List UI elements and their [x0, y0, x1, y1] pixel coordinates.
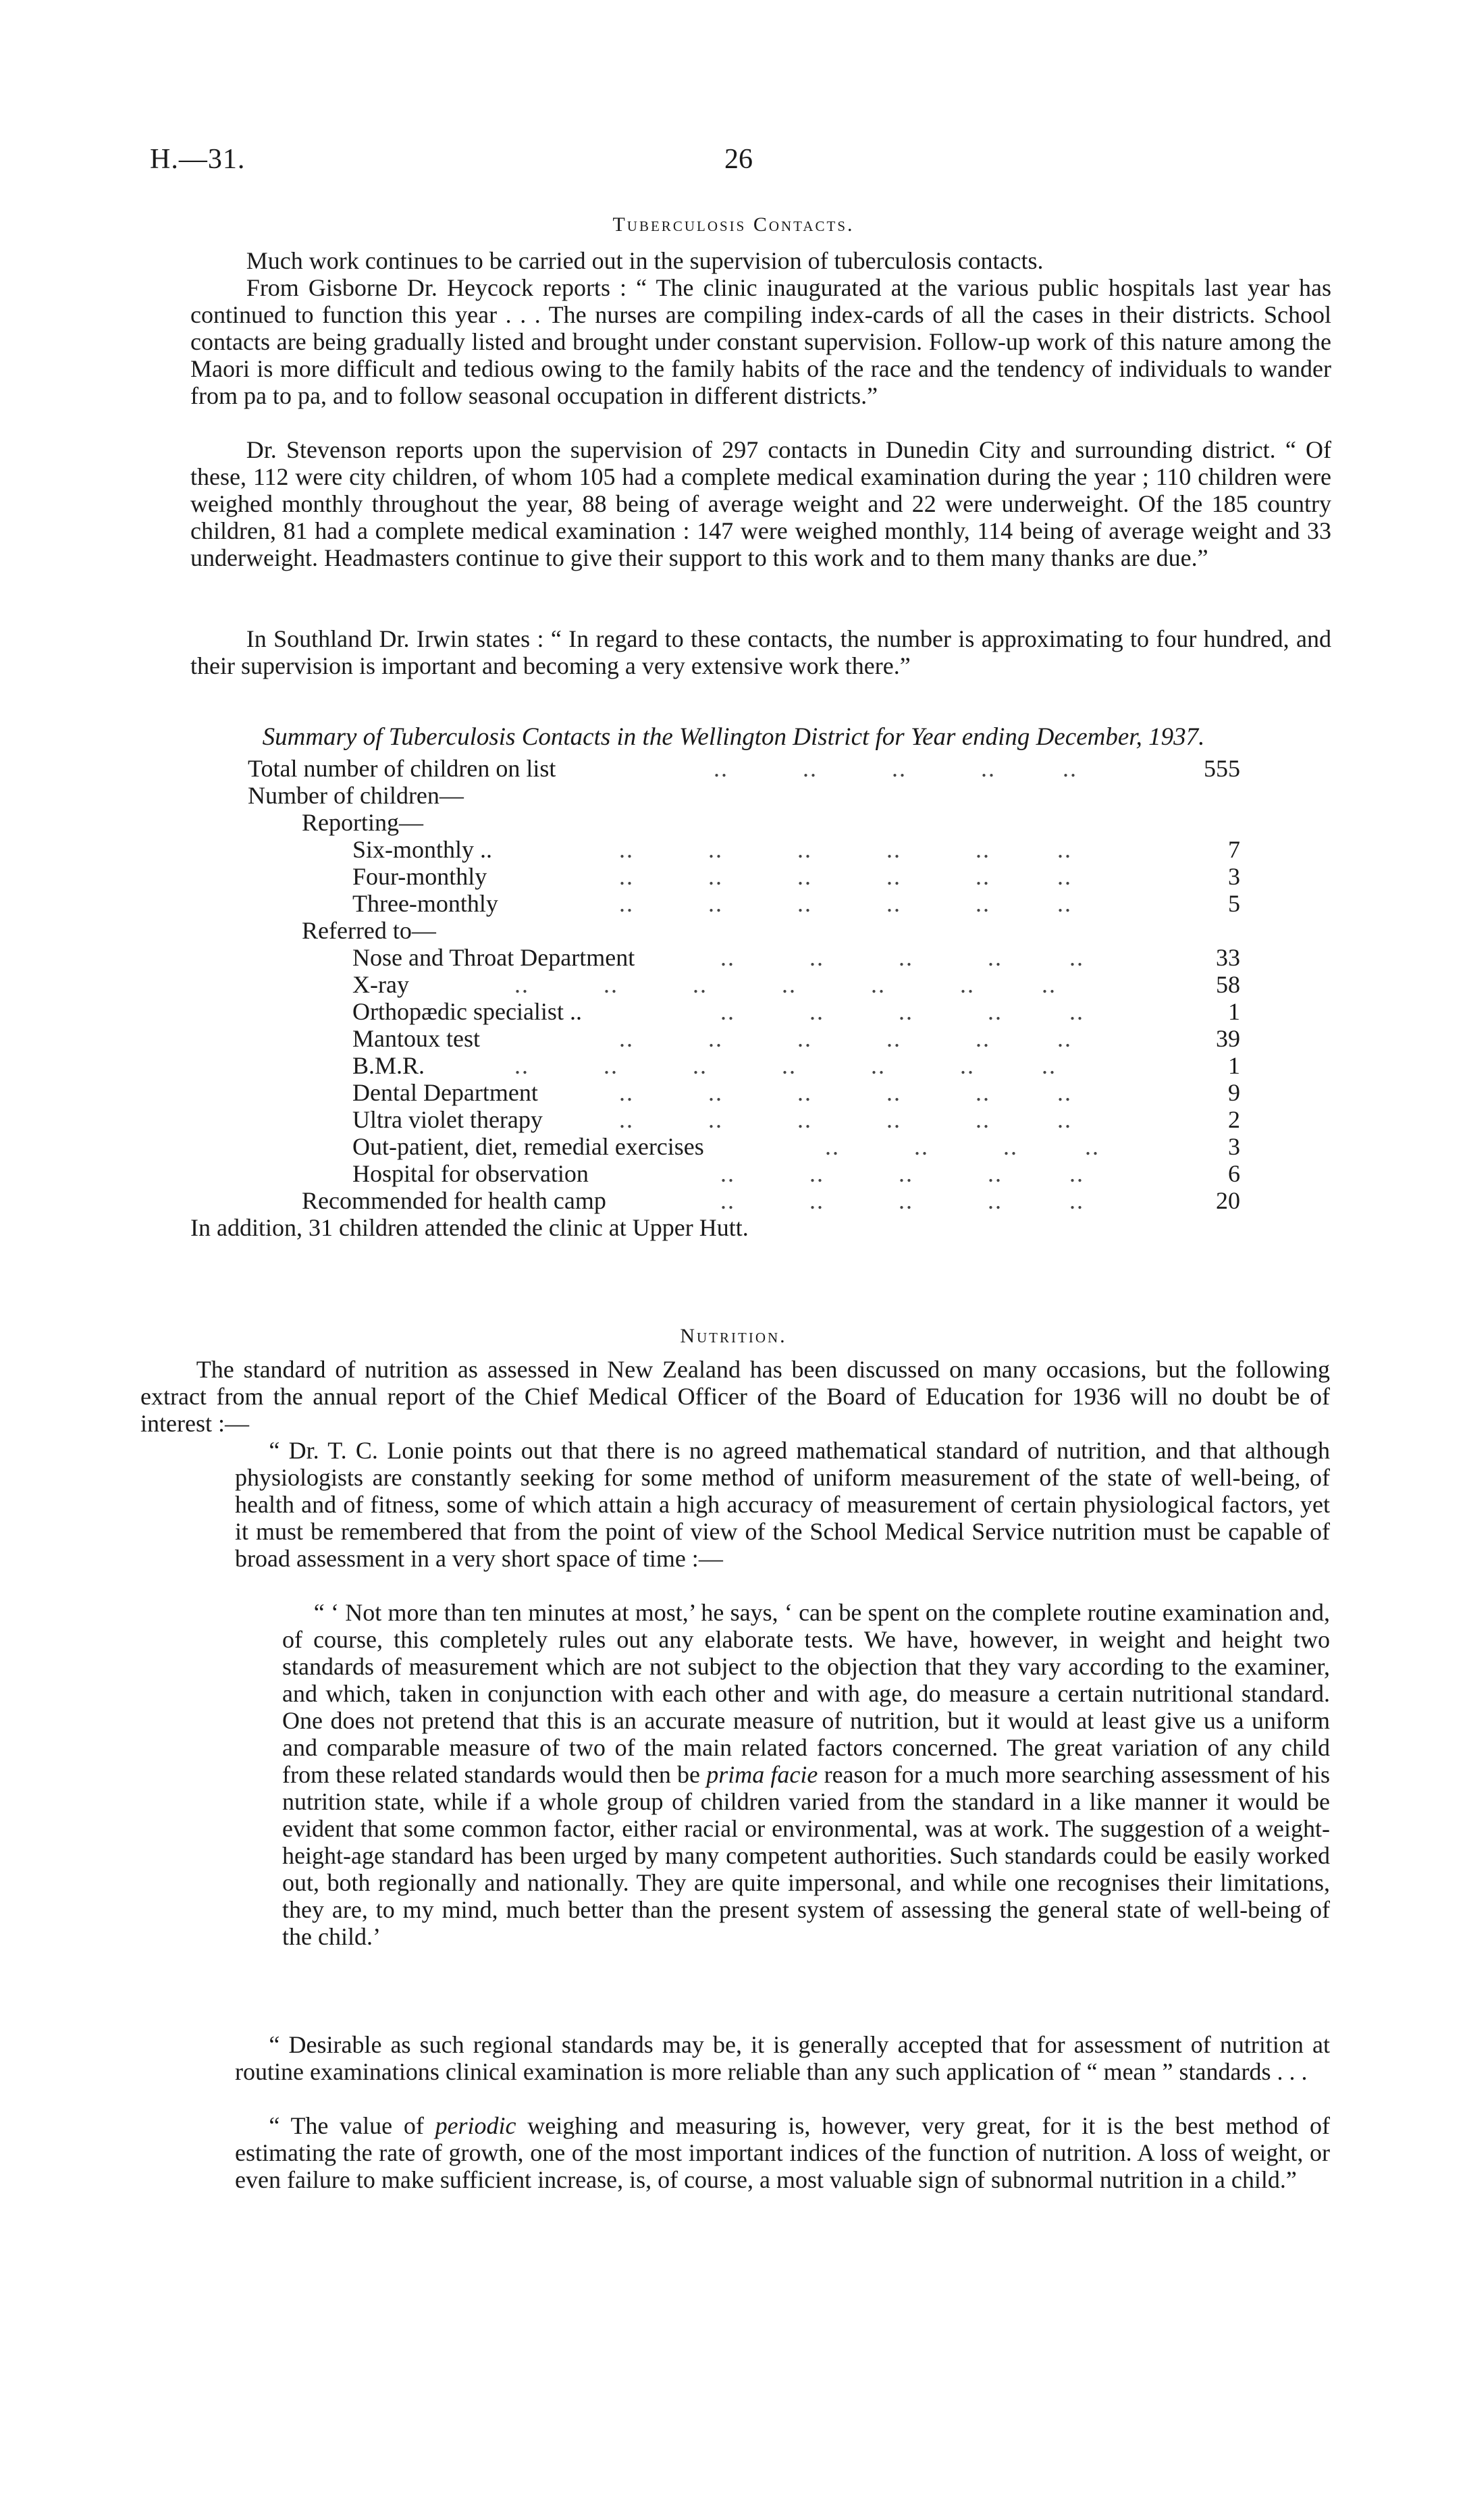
- table-row: [302, 1187, 1240, 1214]
- row-label: Six-monthly ..: [352, 836, 493, 863]
- row-value: 3: [1228, 863, 1240, 890]
- leader-dots: .. .. .. .. .. .. ..: [514, 1052, 1057, 1079]
- leader-dots: .. .. .. .. .. ..: [619, 863, 1072, 890]
- table-row: [352, 1025, 1240, 1052]
- table-row: [248, 782, 1240, 809]
- quote-text: “ ‘ Not more than ten minutes at most,’ he says, ‘ can be spent on the complete routine examination and, of course, this completely rules out any elaborate tests. We have, however, in weight and height two standards of measurement which are not subject to the objection that they vary according to the examiner, and which, taken in conjunction with each other and with age, do measure a certain nutritional standard. One does not pretend that this is an accurate measure of nutrition, but it would at least give us a uniform and comparable measure of two of the main related factors concerned. The great variation of any child from these related standards would then be: [282, 1599, 1330, 1788]
- table-row: [352, 863, 1240, 890]
- leader-dots: .. .. .. .. .. .. ..: [514, 971, 1057, 998]
- table-row: [352, 971, 1240, 998]
- table-row: [352, 1106, 1240, 1133]
- quote-ten-minutes: [282, 1599, 1330, 1950]
- row-value: 1: [1228, 1052, 1240, 1079]
- row-label: Recommended for health camp: [302, 1187, 606, 1214]
- table-row: [352, 1133, 1240, 1160]
- row-value: 6: [1228, 1160, 1240, 1187]
- row-label: Hospital for observation: [352, 1160, 589, 1187]
- quote-regional-standards: “ Desirable as such regional standards may be, it is generally accepted that for assessment of nutrition at routine examinations clinical examination is more reliable than any such application of “ mean ” standards . . .: [235, 2031, 1330, 2085]
- table-row: [352, 890, 1240, 917]
- quote-italic-term: prima facie: [706, 1761, 818, 1788]
- table-row: [302, 917, 1240, 944]
- leader-dots: .. .. .. .. ..: [720, 944, 1084, 971]
- leader-dots: .. .. .. .. .. ..: [619, 1025, 1072, 1052]
- row-value: 555: [1204, 755, 1240, 782]
- document-reference: H.—31.: [150, 144, 246, 175]
- row-label: Four-monthly: [352, 863, 487, 890]
- paragraph-southland: In Southland Dr. Irwin states : “ In regard to these contacts, the number is approximating to four hundred, and their supervision is important and becoming a very extensive work there.”: [190, 625, 1331, 679]
- table-row: [352, 1052, 1240, 1079]
- table-row: [352, 944, 1240, 971]
- leader-dots: .. .. .. ..: [825, 1133, 1100, 1160]
- paragraph-dunedin: Dr. Stevenson reports upon the supervision of 297 contacts in Dunedin City and surrounding district. “ Of these, 112 were city children, of whom 105 had a complete medical examination during the year ; 110 children were weighed monthly throughout the year, 88 being of average weight and 22 were underweight. Of the 185 country children, 81 had a complete medical examination : 147 were weighed monthly, 114 being of average weight and 33 underweight. Headmasters continue to give their support to this work and to them many thanks are due.”: [190, 436, 1331, 571]
- row-value: 20: [1216, 1187, 1240, 1214]
- row-value: 7: [1228, 836, 1240, 863]
- leader-dots: .. .. .. .. ..: [720, 1187, 1084, 1214]
- table-row: [352, 836, 1240, 863]
- leader-dots: .. .. .. .. ..: [720, 1160, 1084, 1187]
- page-number: 26: [724, 144, 753, 175]
- section-heading-tuberculosis: Tuberculosis Contacts.: [612, 213, 855, 236]
- table-row: [352, 998, 1240, 1025]
- quote-text: weighing and measuring is, however, very great, for it is the best method of estimating the rate of growth, one of the most important indices of the function of nutrition. A loss of weight, or even failure to make sufficient increase, is, of course, a most valuable sign of subnormal nutrition in a child.”: [235, 2112, 1331, 2193]
- paragraph-intro: Much work continues to be carried out in the supervision of tuberculosis contacts.: [246, 247, 1044, 274]
- table-row: [352, 1079, 1240, 1106]
- table-row: [302, 809, 1240, 836]
- row-value: 39: [1216, 1025, 1240, 1052]
- row-value: 58: [1216, 971, 1240, 998]
- row-label: Dental Department: [352, 1079, 538, 1106]
- paragraph-nutrition-intro: The standard of nutrition as assessed in New Zealand has been discussed on many occasions, but the following extract from the annual report of the Chief Medical Officer of the Board of Education for 1936 will no doubt be of interest :—: [140, 1356, 1330, 1437]
- row-label: Ultra violet therapy: [352, 1106, 543, 1133]
- row-value: 33: [1216, 944, 1240, 971]
- row-label: B.M.R.: [352, 1052, 425, 1079]
- leader-dots: .. .. .. .. .. ..: [619, 890, 1072, 917]
- quote-text: “ The value of: [269, 2112, 424, 2139]
- leader-dots: .. .. .. .. .. ..: [619, 1079, 1072, 1106]
- row-label: Three-monthly: [352, 890, 498, 917]
- row-value: 2: [1228, 1106, 1240, 1133]
- section-heading-nutrition: Nutrition.: [680, 1325, 787, 1347]
- paragraph-gisborne: From Gisborne Dr. Heycock reports : “ The clinic inaugurated at the various public hospitals last year has continued to function this year . . . The nurses are compiling index-cards of all the cases in their districts. School contacts are being gradually listed and brought under constant supervision. Follow-up work of this nature among the Maori is more difficult and tedious owing to the family habits of the race and the tendency of individuals to wander from pa to pa, and to follow seasonal occupation in different districts.”: [190, 274, 1331, 409]
- row-label: Nose and Throat Department: [352, 944, 635, 971]
- row-value: 5: [1228, 890, 1240, 917]
- row-value: 3: [1228, 1133, 1240, 1160]
- summary-note: In addition, 31 children attended the clinic at Upper Hutt.: [190, 1214, 749, 1241]
- summary-caption: Summary of Tuberculosis Contacts in the Wellington District for Year ending December, 1937.: [262, 723, 1205, 751]
- row-label: Out-patient, diet, remedial exercises: [352, 1133, 704, 1160]
- row-value: 9: [1228, 1079, 1240, 1106]
- leader-dots: .. .. .. .. .. ..: [619, 1106, 1072, 1133]
- row-label: X-ray: [352, 971, 409, 998]
- leader-dots: .. .. .. .. ..: [714, 755, 1077, 782]
- leader-dots: .. .. .. .. ..: [720, 998, 1084, 1025]
- quote-lonie: “ Dr. T. C. Lonie points out that there is no agreed mathematical standard of nutrition, and that although physiologists are constantly seeking for some method of uniform measurement of the state of well-being, of health and of fitness, some of which attain a high accuracy of measurement of certain physiological factors, yet it must be remembered that from the point of view of the School Medical Service nutrition must be capable of broad assessment in a very short space of time :—: [235, 1437, 1330, 1572]
- table-row: [352, 1160, 1240, 1187]
- row-label: Reporting—: [302, 809, 423, 836]
- row-label: Orthopædic specialist ..: [352, 998, 582, 1025]
- quote-text: reason for a much more searching assessment of his nutrition state, while if a whole group of children varied from the standard in a like manner it would be evident that some common factor, either racial or environmental, was at work. The suggestion of a weight-height-age standard has been urged by many competent authorities. Such standards could be easily worked out, both regionally and nationally. They are quite impersonal, and while one recognises their limitations, they are, to my mind, much better than the present system of assessing the general state of well-being of the child.’: [282, 1761, 1330, 1950]
- quote-periodic-weighing: [235, 2112, 1330, 2193]
- row-label: Mantoux test: [352, 1025, 480, 1052]
- leader-dots: .. .. .. .. .. ..: [619, 836, 1072, 863]
- table-row: [248, 755, 1240, 782]
- quote-italic-term: periodic: [435, 2112, 516, 2139]
- row-label: Referred to—: [302, 917, 436, 944]
- row-label: Total number of children on list: [248, 755, 556, 782]
- row-value: 1: [1228, 998, 1240, 1025]
- row-label: Number of children—: [248, 782, 464, 809]
